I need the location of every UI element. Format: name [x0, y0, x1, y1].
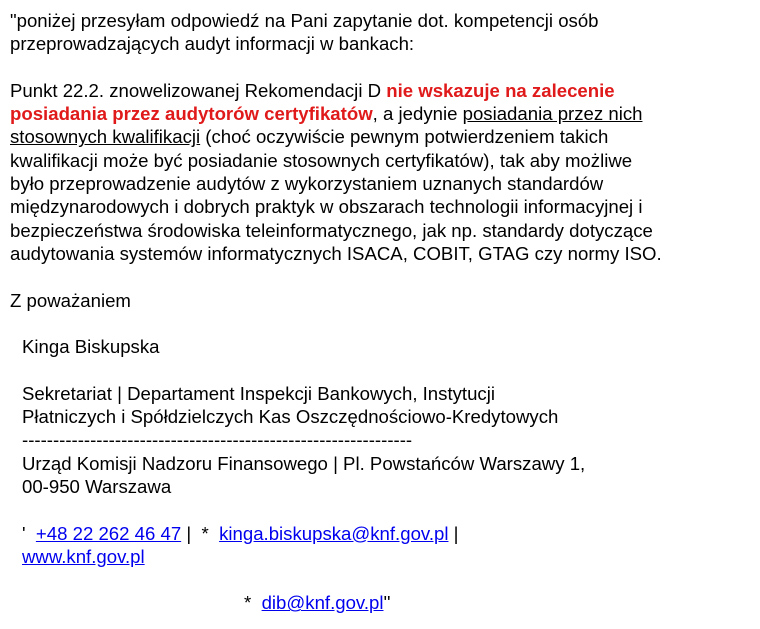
emphasis-text: nie wskazuje na zalecenie: [386, 79, 615, 101]
phone-prefix: ': [22, 522, 36, 544]
underlined-text: posiadania przez nich: [462, 103, 643, 125]
spacer: [10, 312, 750, 335]
underlined-text: stosownych kwalifikacji: [10, 126, 201, 148]
signature-org-line-1: Urząd Komisji Nadzoru Finansowego | Pl. Powstańców Warszawy 1,: [22, 452, 586, 474]
spacer: [22, 498, 750, 521]
intro-line-2: przeprowadzających audyt informacji w bankach:: [10, 33, 415, 55]
separator: | *: [181, 522, 220, 544]
body-line-5: było przeprowadzenie audytów z wykorzystaniem uznanych standardów: [10, 173, 604, 195]
body-text: Punkt 22.2. znowelizowanej Rekomendacji D: [10, 79, 387, 101]
signature-dept-line-2: Płatniczych i Spółdzielczych Kas Oszczędnościowo-Kredytowych: [22, 406, 559, 428]
spacer: [10, 265, 750, 288]
contact-line: [22, 522, 750, 545]
email2-line: [22, 591, 750, 614]
closing-line: Z poważaniem: [10, 289, 131, 311]
body-line-1: [10, 79, 750, 102]
body-line-3: [10, 125, 750, 148]
spacer: [10, 56, 750, 79]
body-text: , a jedynie: [372, 103, 463, 125]
website-line: [22, 545, 750, 568]
star-marker: *: [244, 592, 262, 614]
email-document: [10, 9, 750, 615]
signature-name: Kinga Biskupska: [22, 336, 160, 358]
intro-line-1: "poniżej przesyłam odpowiedź na Pani zapytanie dot. kompetencji osób: [10, 10, 599, 31]
body-line-8: audytowania systemów informatycznych ISACA, COBIT, GTAG czy normy ISO.: [10, 242, 662, 264]
phone-link[interactable]: +48 22 262 46 47: [35, 522, 182, 544]
email2-link[interactable]: dib@knf.gov.pl: [261, 592, 384, 614]
emphasis-text: posiadania przez audytorów certyfikatów: [10, 103, 373, 125]
body-line-4: kwalifikacji może być posiadanie stosownych certyfikatów), tak aby możliwe: [10, 149, 633, 171]
signature-org-line-2: 00-950 Warszawa: [22, 475, 172, 497]
website-link[interactable]: www.knf.gov.pl: [22, 545, 145, 567]
separator: |: [448, 522, 459, 544]
signature-dept-line-1: Sekretariat | Departament Inspekcji Bankowych, Instytucji: [22, 382, 495, 404]
spacer: [22, 568, 750, 591]
body-text: (choć oczywiście pewnym potwierdzeniem takich: [200, 126, 609, 148]
signature-block: [10, 335, 750, 615]
body-line-2: [10, 102, 750, 125]
email-link[interactable]: kinga.biskupska@knf.gov.pl: [219, 522, 449, 544]
signature-divider: ---------------------------------------------------------------: [22, 429, 413, 451]
body-line-6: międzynarodowych i dobrych praktyk w obszarach technologii informacyjnej i: [10, 196, 643, 218]
end-quote: '': [383, 592, 391, 614]
spacer: [22, 358, 750, 381]
body-line-7: bezpieczeństwa środowiska teleinformatycznego, jak np. standardy dotyczące: [10, 219, 653, 241]
